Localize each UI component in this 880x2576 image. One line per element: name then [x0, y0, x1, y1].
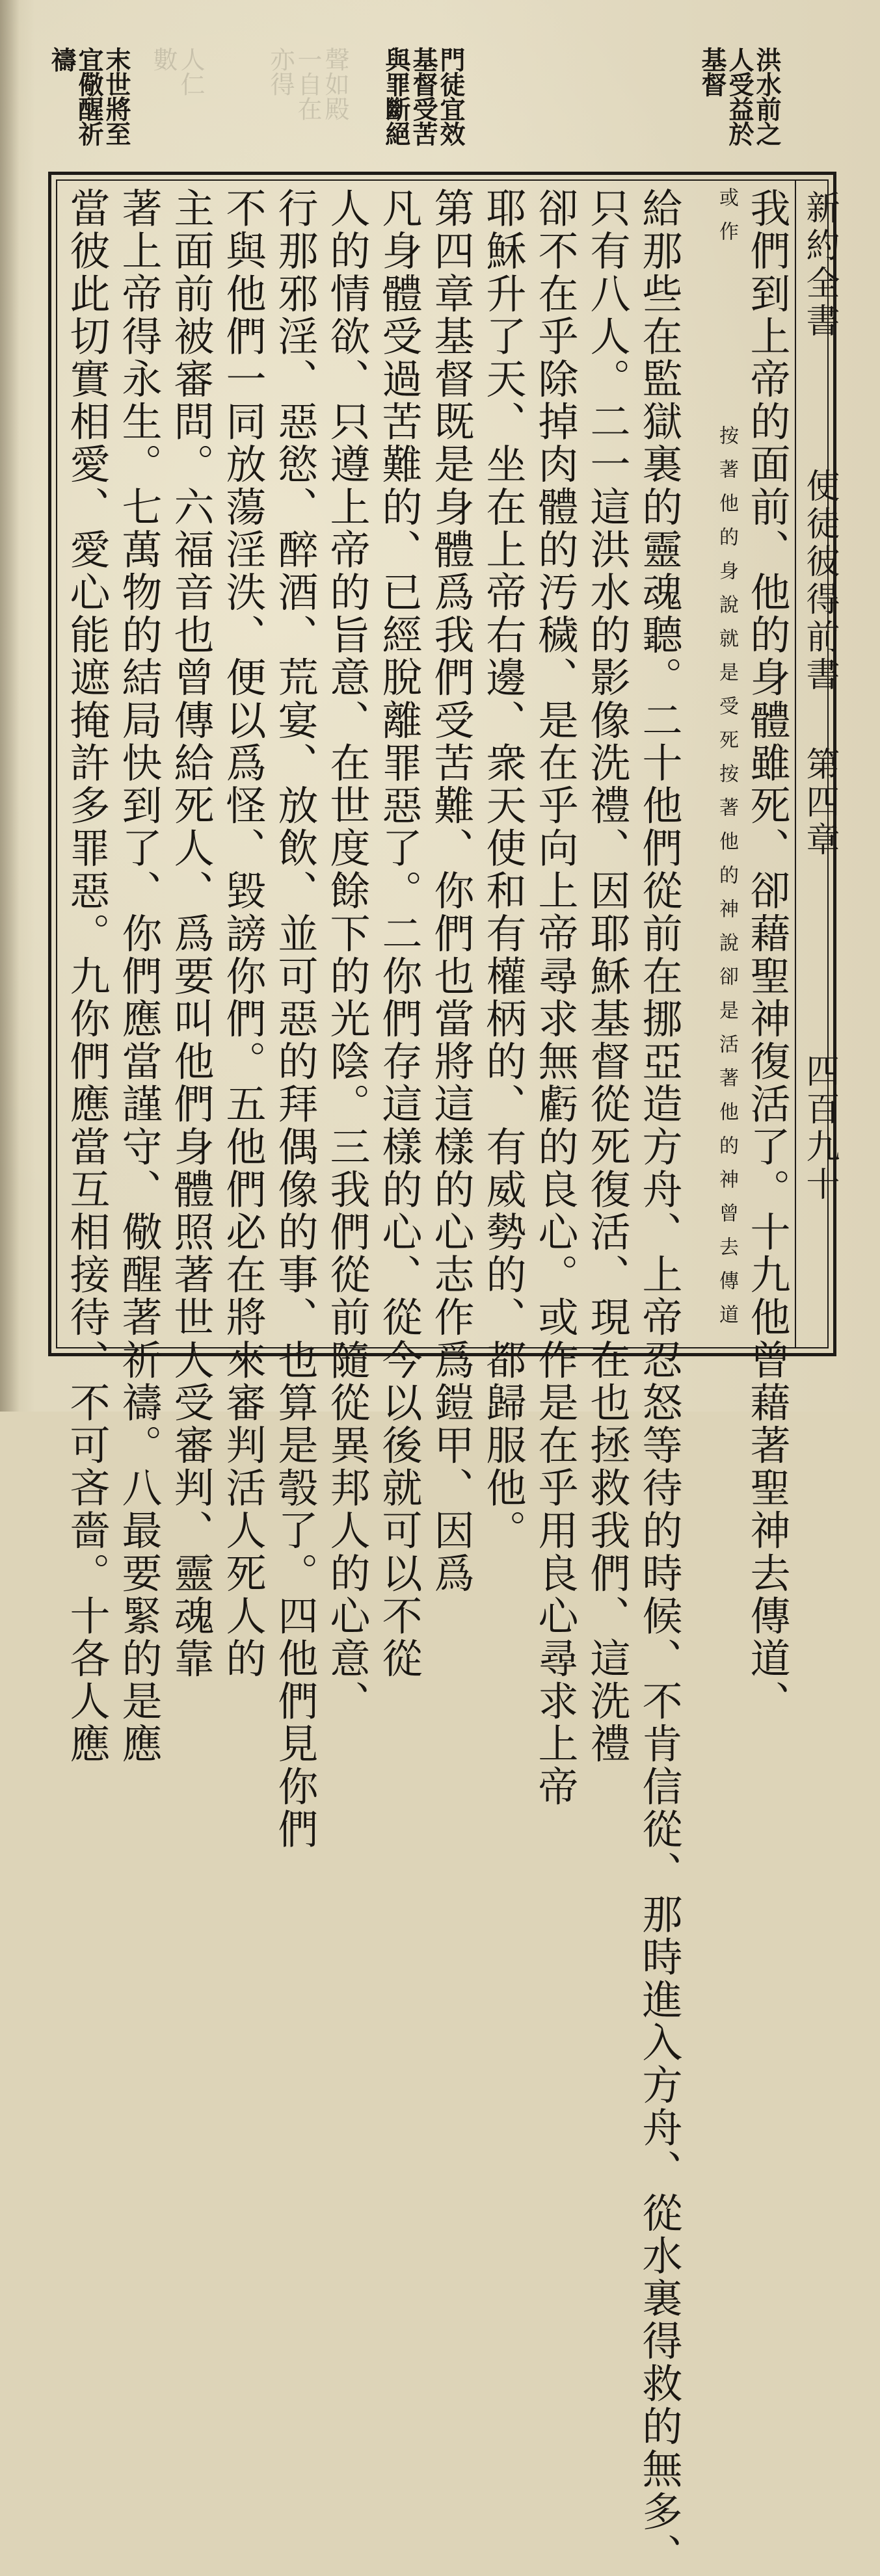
margin-note-line: 宜儆醒祈	[74, 47, 104, 146]
annotation-line: 或作	[715, 187, 738, 255]
margin-note-line: 基督	[697, 47, 727, 96]
margin-note-line: 門徒宜效	[436, 47, 466, 146]
header-divider	[795, 181, 796, 1347]
annotation-column	[688, 187, 738, 1338]
margin-note-line: 末世將至	[101, 47, 131, 146]
chapter-start-column: 第四章基督既是身體爲我們受苦難、你們也當將這樣的心志作爲鎧甲、因爲	[427, 187, 475, 1595]
text-columns	[63, 187, 791, 2576]
text-column: 給那些在監獄裏的靈魂聽。二十他們從前在挪亞造方舟、上帝忍怒等待的時候、不肯信從、那時進入方舟、從水裏得救的無多、	[635, 187, 683, 2576]
spine-shadow	[0, 0, 20, 1412]
bleed-through: 聲如殿 一自在 亦得	[266, 47, 349, 121]
text-column: 只有八人。二一這洪水的影像洗禮、因耶穌基督從死復活、現在也拯救我們、這洗禮	[583, 187, 631, 1766]
text-column: 不與他們一同放蕩淫泆、便以爲怪、毀謗你們。五他們必在將來審判活人死人的	[219, 187, 267, 1680]
margin-note-flood	[699, 47, 780, 170]
margin-note-line: 人受益於	[725, 47, 754, 146]
book-title: 新約全書	[800, 190, 839, 341]
page-number: 四百九十	[800, 1053, 839, 1204]
text-column: 耶穌升了天、坐在上帝右邊、衆天使和有權柄的、有威勢的、都歸服他。	[479, 187, 527, 1553]
margin-note-disciples	[382, 47, 464, 170]
text-column: 人的情欲、只遵上帝的旨意、在世度餘下的光陰。三我們從前隨從異邦人的心意、	[323, 187, 371, 1723]
margin-note-last-days	[48, 47, 130, 170]
chapter-label: 第四章	[800, 746, 839, 860]
annotation-line: 按著他的身說就是受死按著他的	[715, 425, 738, 899]
text-column: 凡身體受過苦難的、已經脫離罪惡了。二你們存這樣的心、從今以後就可以不從	[375, 187, 423, 1680]
text-column: 行那邪淫、惡慾、醉酒、荒宴、放飲、並可惡的拜偶像的事、也算是彀了。四他們見你們	[271, 187, 319, 1851]
epistle-title: 使徒彼得前書	[800, 468, 839, 694]
margin-note-line: 與罪斷絕	[381, 47, 411, 146]
margin-note-line: 洪水前之	[752, 47, 782, 146]
margin-note-line: 禱	[47, 47, 77, 72]
text-column: 我們到上帝的面前、他的身體雖死、卻藉聖神復活了。十九他曾藉著聖神去傳道、	[743, 187, 791, 1723]
text-column: 主面前被審問。六福音也曾傳給死人、爲要叫他們身體照著世人受審判、靈魂靠	[167, 187, 215, 1680]
text-column: 當彼此切實相愛、愛心能遮掩許多罪惡。九你們應當互相接待、不可吝嗇。十各人應	[63, 187, 111, 1766]
text-column: 著上帝得永生。七萬物的結局快到了、你們應當謹守、儆醒著祈禱。八最要緊的是應	[115, 187, 163, 1766]
text-column: 卻不在乎除掉肉體的汚穢、是在乎向上帝尋求無虧的良心。或作是在乎用良心尋求上帝	[531, 187, 579, 1808]
annotation-line: 神說卻是活著他的神曾去傳道	[715, 899, 738, 1338]
bleed-through: 人仁 數	[149, 47, 205, 96]
margin-note-line: 基督受苦	[408, 47, 438, 146]
